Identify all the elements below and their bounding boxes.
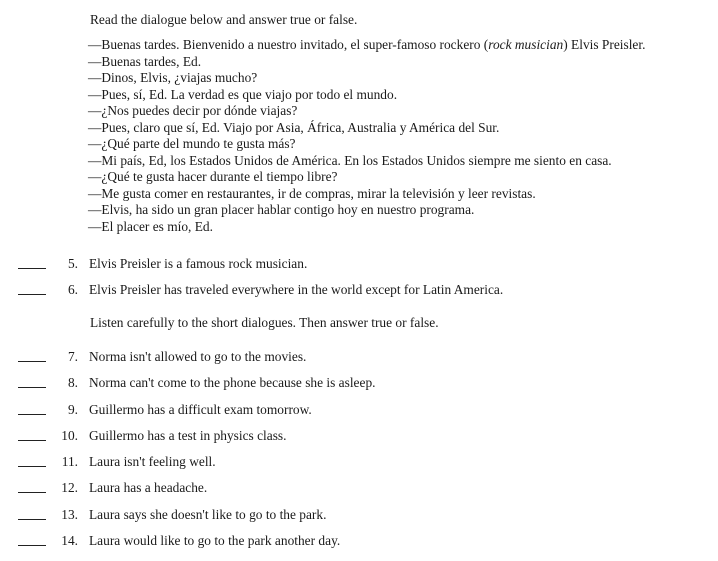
question-text: Norma can't come to the phone because she is asleep. <box>89 375 376 390</box>
dialogue-line: —Pues, claro que sí, Ed. Viajo por Asia, África, Australia y América del Sur. <box>88 119 500 135</box>
question-text: Guillermo has a test in physics class. <box>89 428 287 443</box>
dialogue-line: —Pues, sí, Ed. La verdad es que viajo por todo el mundo. <box>88 86 398 102</box>
dialogue-line: —¿Qué parte del mundo te gusta más? <box>88 136 296 151</box>
dialogue-line: —Elvis, ha sido un gran placer hablar contigo hoy en nuestro programa. <box>88 202 475 217</box>
question-number: 6. <box>67 282 78 297</box>
question-item <box>0 256 718 274</box>
question-text: Elvis Preisler has traveled everywhere in the world except for Latin America. <box>89 282 504 297</box>
dialogue-line: —Buenas tardes, Ed. <box>88 53 202 69</box>
question-item <box>0 480 718 498</box>
question-text: Laura isn't feeling well. <box>89 454 216 469</box>
question-number: 8. <box>67 375 78 390</box>
dialogue-line: —¿Nos puedes decir por dónde viajas? <box>88 103 298 118</box>
dialogue-line: —¿Qué te gusta hacer durante el tiempo libre? <box>88 169 338 184</box>
question-number: 7. <box>67 349 78 364</box>
dialogue-line: —Buenas tardes. Bienvenido a nuestro invitado, el super-famoso rockero (rock musician) Elvis Preisler. <box>88 37 646 52</box>
dialogue-line: —Me gusta comer en restaurantes, ir de compras, mirar la televisión y leer revistas. <box>88 185 536 201</box>
answer-blank[interactable] <box>18 545 46 546</box>
answer-blank[interactable] <box>18 387 46 388</box>
answer-blank[interactable] <box>18 519 46 520</box>
question-item <box>0 375 718 393</box>
dialogue-line: —El placer es mío, Ed. <box>88 218 213 234</box>
answer-blank[interactable] <box>18 414 46 415</box>
dialogue-line: —Dinos, Elvis, ¿viajas mucho? <box>88 70 258 85</box>
question-text: Laura has a headache. <box>89 480 208 495</box>
question-number: 12. <box>61 480 78 495</box>
dialogue-list <box>88 37 645 235</box>
question-item <box>0 507 718 525</box>
question-text: Norma isn't allowed to go to the movies. <box>89 349 307 364</box>
question-text: Guillermo has a difficult exam tomorrow. <box>89 402 312 417</box>
question-text: Laura says she doesn't like to go to the park. <box>89 507 327 522</box>
question-item <box>0 282 718 300</box>
question-number: 13. <box>61 507 78 522</box>
question-text: Elvis Preisler is a famous rock musician. <box>89 256 308 271</box>
answer-blank[interactable] <box>18 466 46 467</box>
reading-instruction: Read the dialogue below and answer true or false. <box>90 12 358 27</box>
question-number: 9. <box>67 402 78 417</box>
answer-blank[interactable] <box>18 294 46 295</box>
question-number: 5. <box>67 256 78 271</box>
answer-blank[interactable] <box>18 361 46 362</box>
question-item <box>0 533 718 551</box>
question-item <box>0 402 718 420</box>
question-item <box>0 428 718 446</box>
question-number: 14. <box>61 533 78 548</box>
question-number: 11. <box>61 454 78 469</box>
question-text: Laura would like to go to the park another day. <box>89 533 341 548</box>
answer-blank[interactable] <box>18 492 46 493</box>
question-item <box>0 349 718 367</box>
question-item <box>0 454 718 472</box>
answer-blank[interactable] <box>18 268 46 269</box>
question-number: 10. <box>61 428 78 443</box>
dialogue-line: —Mi país, Ed, los Estados Unidos de América. En los Estados Unidos siempre me siento en casa. <box>88 152 612 168</box>
answer-blank[interactable] <box>18 440 46 441</box>
listening-instruction: Listen carefully to the short dialogues. Then answer true or false. <box>90 315 439 330</box>
